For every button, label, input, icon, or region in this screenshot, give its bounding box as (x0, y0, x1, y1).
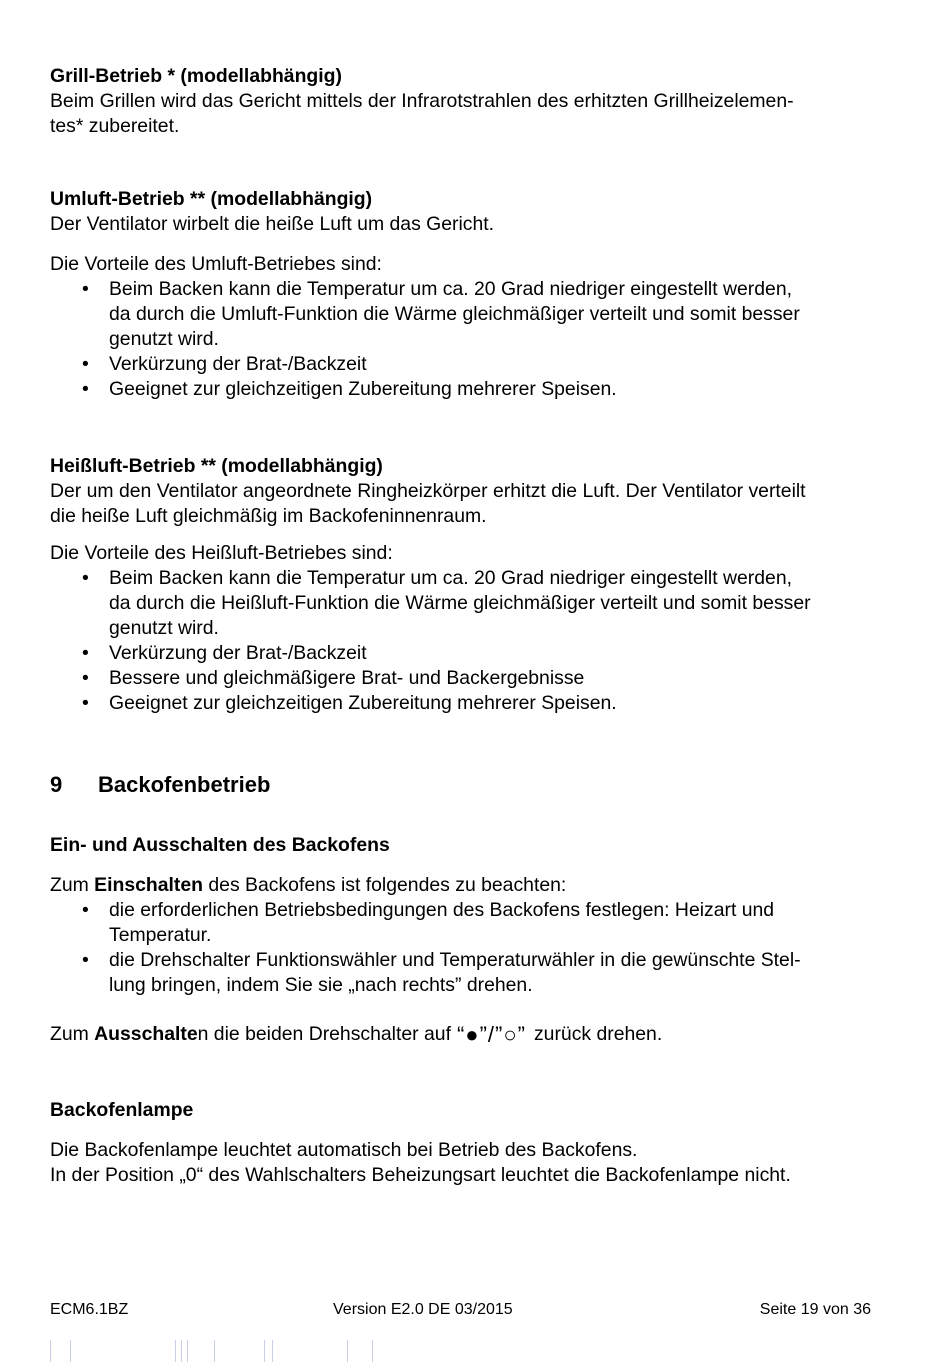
grill-section (50, 64, 900, 139)
grill-heading: Grill-Betrieb * (modellabhängig) (50, 65, 342, 87)
lamp-text-line-1: Die Backofenlampe leuchtet automatisch bei Betrieb des Backofens. (50, 1139, 638, 1161)
list-item: • die Drehschalter Funktionswähler und Temperaturwähler in die gewünschte Stel- lung bringen, indem Sie sie „nach rechts” drehen. (82, 949, 801, 996)
bullet-icon: • (82, 353, 89, 375)
bullet-icon: • (82, 378, 89, 400)
heissluft-heading: Heißluft-Betrieb ** (modellabhängig) (50, 455, 383, 477)
heissluft-advantages-title: Die Vorteile des Heißluft-Betriebes sind: (50, 542, 393, 564)
umluft-advantages-list (50, 277, 900, 402)
chapter-heading (50, 771, 900, 799)
onoff-steps-list (50, 898, 900, 998)
chapter-title: Backofenbetrieb (98, 772, 271, 797)
heissluft-text-line-2: die heiße Luft gleichmäßig im Backofeninnenraum. (50, 505, 487, 527)
umluft-section (50, 187, 900, 402)
chapter-number: 9 (50, 772, 63, 797)
onoff-section (50, 833, 900, 1047)
lamp-section (50, 1098, 900, 1188)
bullet-icon: • (82, 949, 89, 971)
off-position-symbol-icon: “●”/”○” (456, 1022, 526, 1047)
footer-page-number: Seite 19 von 36 (759, 1301, 871, 1318)
bullet-icon: • (82, 899, 89, 921)
grill-text-line-1: Beim Grillen wird das Gericht mittels der Infrarotstrahlen des erhitzten Grillheizelemen- (50, 90, 794, 112)
list-item: • die erforderlichen Betriebsbedingungen des Backofens festlegen: Heizart und Temperatur. (82, 899, 775, 946)
heissluft-section (50, 454, 900, 716)
list-item: • Bessere und gleichmäßigere Brat- und Backergebnisse (82, 667, 585, 689)
onoff-switch-off: Zum Ausschalten die beiden Drehschalter auf “●”/”○” zurück drehen. (50, 1022, 663, 1047)
heissluft-advantages-list (50, 566, 900, 716)
list-item: • Beim Backen kann die Temperatur um ca. 20 Grad niedriger eingestellt werden, da durch die Umluft-Funktion die Wärme gleichmäßiger verteilt und somit besser genutzt wird. (82, 278, 800, 350)
list-item: • Geeignet zur gleichzeitigen Zubereitung mehrerer Speisen. (82, 692, 617, 714)
scan-artifact-marks (50, 1340, 450, 1362)
lamp-text-line-2: In der Position „0“ des Wahlschalters Beheizungsart leuchtet die Backofenlampe nicht. (50, 1164, 791, 1186)
footer-version: Version E2.0 DE 03/2015 (333, 1301, 513, 1318)
list-item: • Beim Backen kann die Temperatur um ca. 20 Grad niedriger eingestellt werden, da durch die Heißluft-Funktion die Wärme gleichmäßiger verteilt und somit besser genutzt wird. (82, 567, 811, 639)
umluft-advantages-title: Die Vorteile des Umluft-Betriebes sind: (50, 253, 382, 275)
list-item: • Verkürzung der Brat-/Backzeit (82, 353, 367, 375)
grill-text-line-2: tes* zubereitet. (50, 115, 180, 137)
bullet-icon: • (82, 278, 89, 300)
lamp-heading: Backofenlampe (50, 1099, 194, 1121)
list-item: • Geeignet zur gleichzeitigen Zubereitung mehrerer Speisen. (82, 378, 617, 400)
bullet-icon: • (82, 567, 89, 589)
bullet-icon: • (82, 642, 89, 664)
bullet-icon: • (82, 667, 89, 689)
umluft-text: Der Ventilator wirbelt die heiße Luft um das Gericht. (50, 213, 495, 235)
onoff-heading: Ein- und Ausschalten des Backofens (50, 834, 390, 856)
heissluft-text-line-1: Der um den Ventilator angeordnete Ringheizkörper erhitzt die Luft. Der Ventilator verteilt (50, 480, 806, 502)
onoff-intro: Zum Einschalten des Backofens ist folgendes zu beachten: (50, 874, 567, 896)
footer-model: ECM6.1BZ (50, 1301, 129, 1318)
umluft-heading: Umluft-Betrieb ** (modellabhängig) (50, 188, 373, 210)
list-item: • Verkürzung der Brat-/Backzeit (82, 642, 367, 664)
bullet-icon: • (82, 692, 89, 714)
